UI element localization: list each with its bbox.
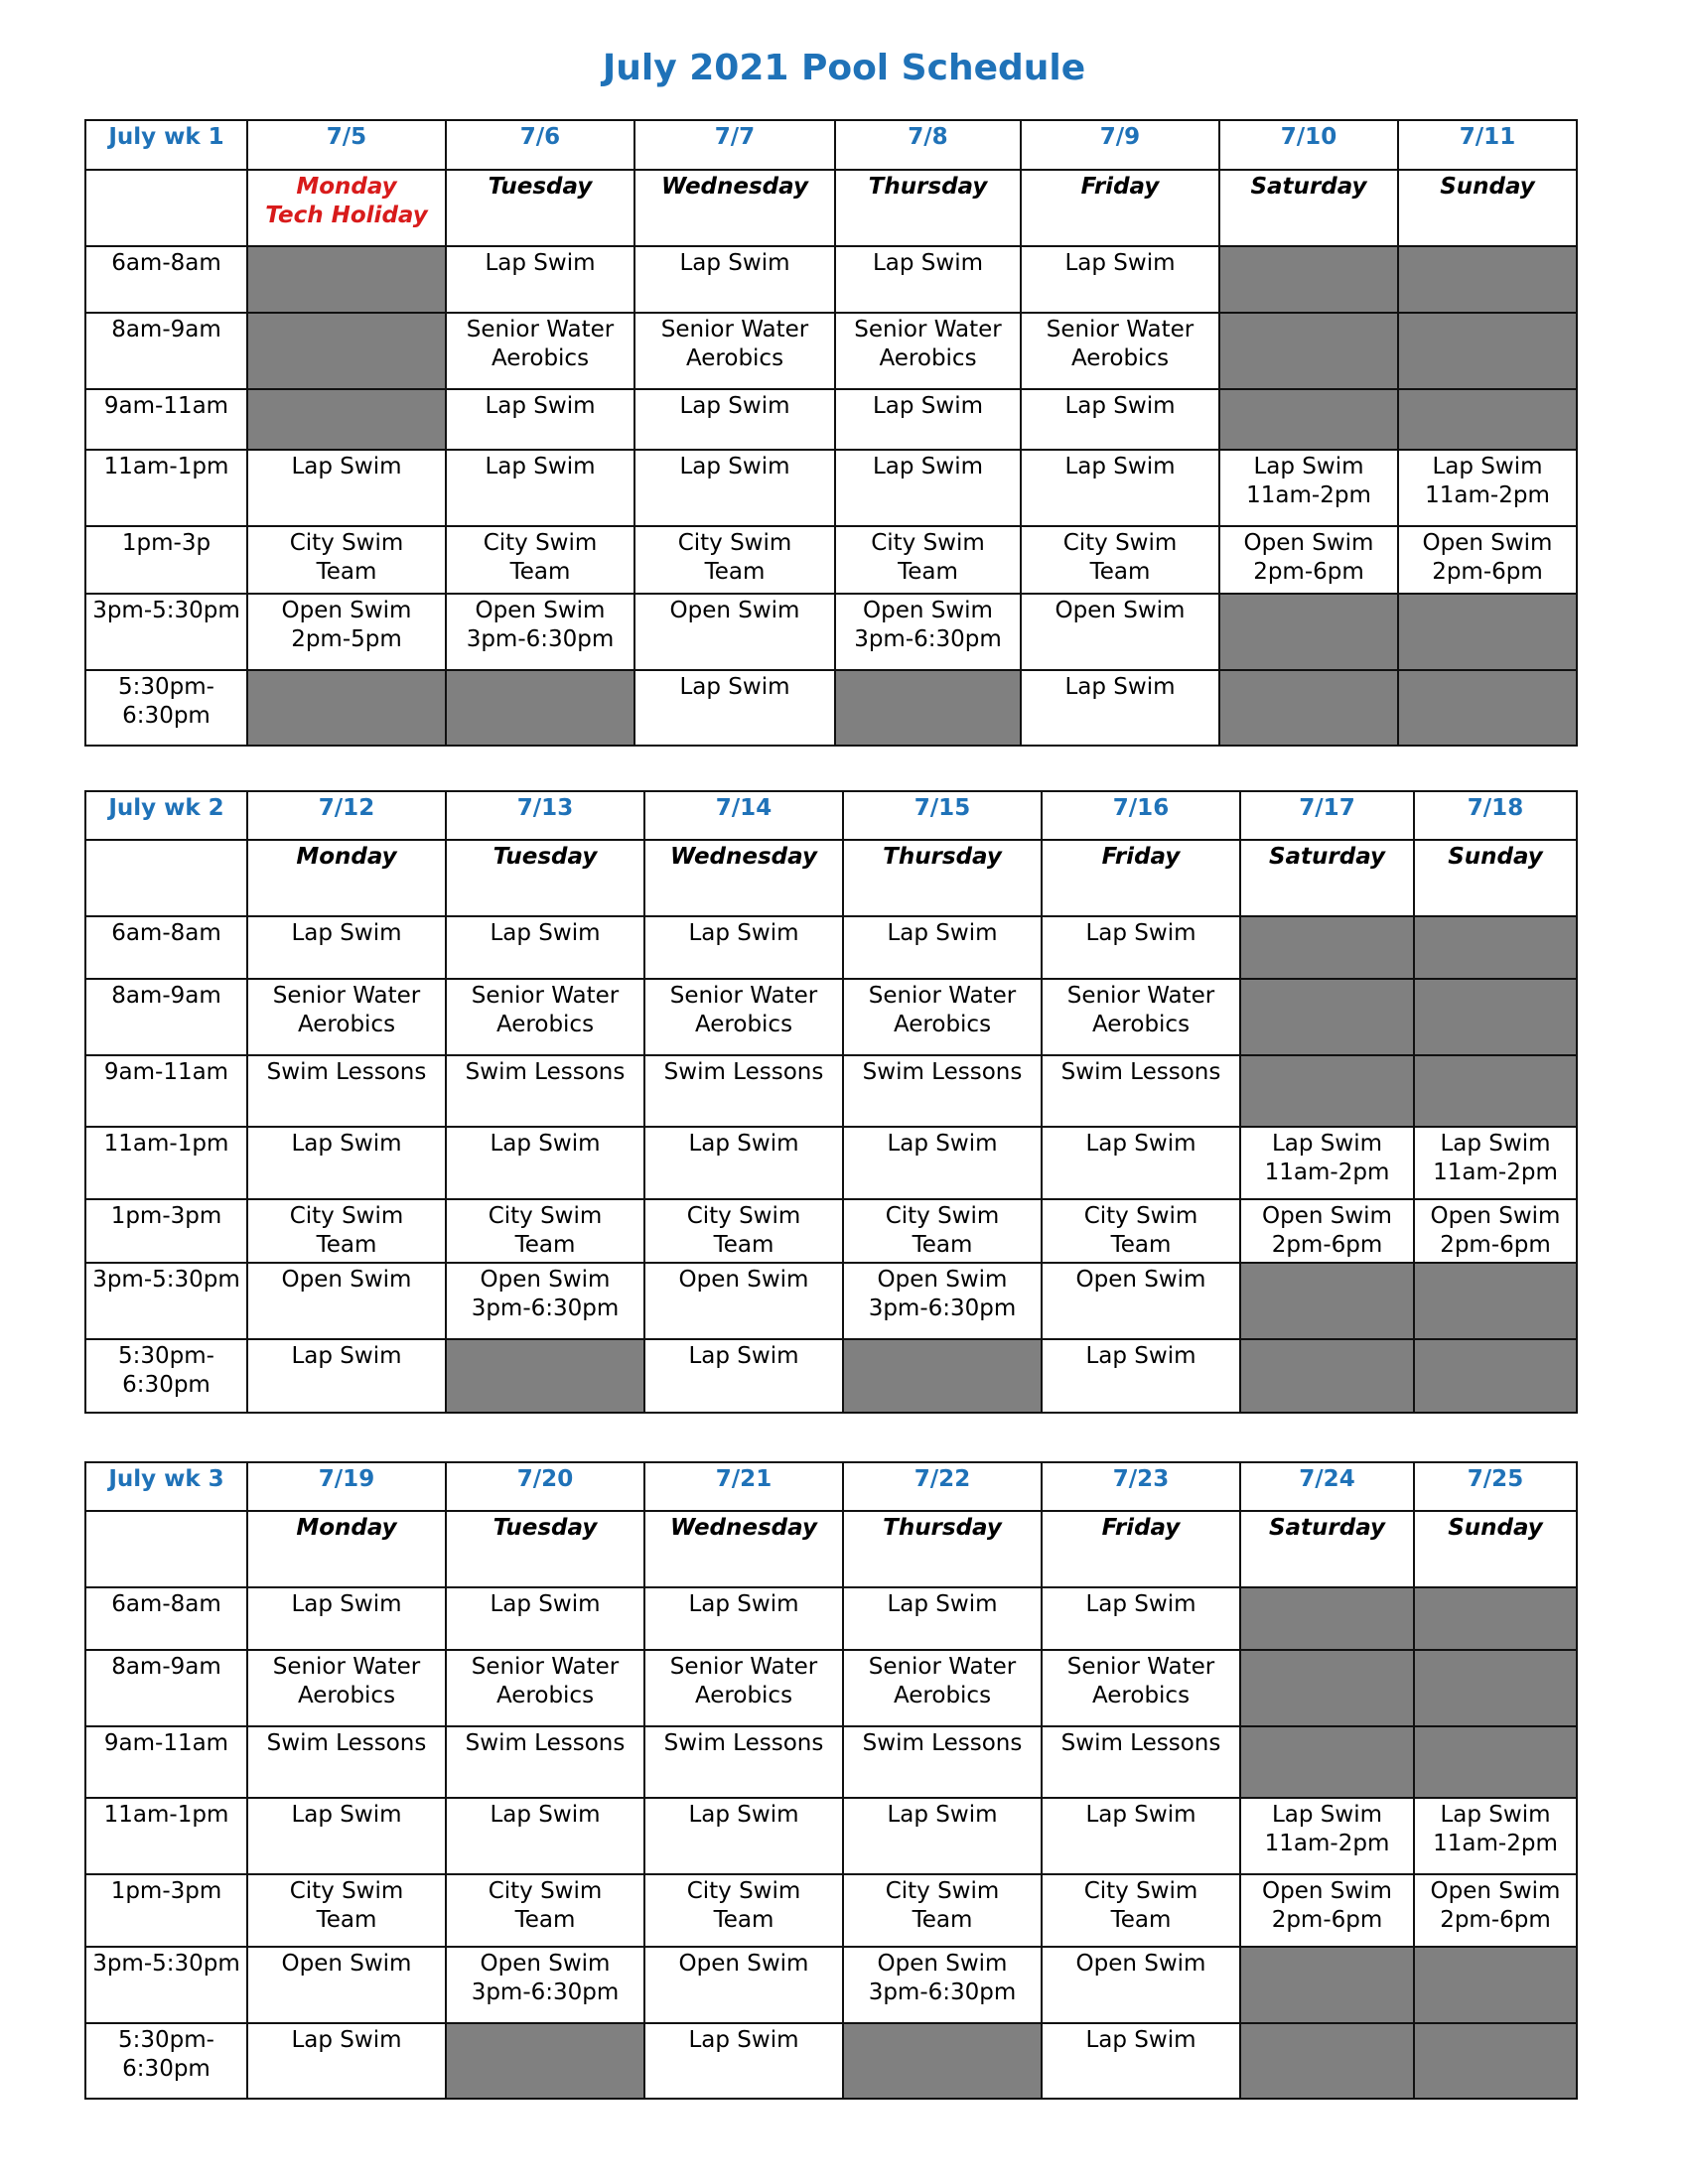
time-slot-label: 11am-1pm <box>85 1798 247 1874</box>
day-name: Tuesday <box>446 1511 644 1587</box>
date-header: 7/8 <box>835 120 1021 170</box>
time-slot-label: 5:30pm- 6:30pm <box>85 670 247 746</box>
holiday-note: Tech Holiday <box>265 203 428 228</box>
closed-cell <box>247 313 446 389</box>
activity-cell: Swim Lessons <box>843 1726 1042 1798</box>
activity-cell: Lap Swim <box>634 246 835 313</box>
time-slot-label: 6am-8am <box>85 916 247 979</box>
activity-cell: City Swim Team <box>644 1874 843 1947</box>
schedule-row <box>85 1127 1577 1199</box>
closed-cell <box>1240 979 1414 1055</box>
activity-cell: Lap Swim <box>1042 1798 1240 1874</box>
activity-cell: Senior Water Aerobics <box>446 979 644 1055</box>
activity-cell: City Swim Team <box>843 1874 1042 1947</box>
activity-cell: Swim Lessons <box>247 1055 446 1127</box>
time-slot-label: 11am-1pm <box>85 1127 247 1199</box>
closed-cell <box>1398 246 1577 313</box>
activity-cell: Lap Swim <box>1021 670 1219 746</box>
closed-cell <box>1414 1650 1577 1726</box>
activity-cell: Lap Swim 11am-2pm <box>1219 450 1398 526</box>
schedule-row <box>85 450 1577 526</box>
activity-cell: Lap Swim <box>634 450 835 526</box>
date-header: 7/6 <box>446 120 634 170</box>
date-header: 7/23 <box>1042 1462 1240 1511</box>
day-name: Tuesday <box>446 170 634 246</box>
closed-cell <box>1240 1587 1414 1650</box>
activity-cell: Lap Swim <box>634 389 835 450</box>
activity-cell: City Swim Team <box>843 1199 1042 1263</box>
activity-cell: Lap Swim <box>644 916 843 979</box>
date-header: 7/21 <box>644 1462 843 1511</box>
activity-cell: Lap Swim <box>1021 450 1219 526</box>
activity-cell: Senior Water Aerobics <box>634 313 835 389</box>
closed-cell <box>1414 979 1577 1055</box>
schedule-row <box>85 1263 1577 1339</box>
activity-cell: Lap Swim <box>446 1587 644 1650</box>
day-name: Monday <box>247 1511 446 1587</box>
blank-cell <box>85 1511 247 1587</box>
activity-cell: Open Swim 2pm-6pm <box>1240 1199 1414 1263</box>
closed-cell <box>1414 1339 1577 1413</box>
activity-cell: Lap Swim <box>843 1127 1042 1199</box>
day-name: Friday <box>1021 170 1219 246</box>
date-header: 7/9 <box>1021 120 1219 170</box>
activity-cell: Senior Water Aerobics <box>247 1650 446 1726</box>
activity-cell: Lap Swim <box>446 916 644 979</box>
activity-cell: City Swim Team <box>247 1199 446 1263</box>
week-1-table <box>84 119 1578 747</box>
activity-cell: Senior Water Aerobics <box>1021 313 1219 389</box>
activity-cell: Lap Swim 11am-2pm <box>1240 1798 1414 1874</box>
activity-cell: Open Swim <box>247 1263 446 1339</box>
activity-cell: Senior Water Aerobics <box>835 313 1021 389</box>
activity-cell: Open Swim <box>634 594 835 670</box>
day-name: Thursday <box>843 1511 1042 1587</box>
activity-cell: Lap Swim <box>446 389 634 450</box>
time-slot-label: 1pm-3pm <box>85 1199 247 1263</box>
activity-cell: Open Swim 2pm-5pm <box>247 594 446 670</box>
date-header: 7/15 <box>843 791 1042 840</box>
activity-cell: City Swim Team <box>1021 526 1219 594</box>
schedule-row <box>85 594 1577 670</box>
activity-cell: Swim Lessons <box>644 1726 843 1798</box>
activity-cell: Swim Lessons <box>1042 1726 1240 1798</box>
closed-cell <box>843 2023 1042 2099</box>
activity-cell: Lap Swim <box>644 1127 843 1199</box>
schedule-row <box>85 1726 1577 1798</box>
date-header: 7/5 <box>247 120 446 170</box>
closed-cell <box>1414 916 1577 979</box>
day-name: Thursday <box>843 840 1042 916</box>
activity-cell: Open Swim 2pm-6pm <box>1398 526 1577 594</box>
date-header: 7/12 <box>247 791 446 840</box>
activity-cell: Lap Swim <box>1042 2023 1240 2099</box>
time-slot-label: 3pm-5:30pm <box>85 1263 247 1339</box>
activity-cell: Open Swim 2pm-6pm <box>1240 1874 1414 1947</box>
activity-cell: Lap Swim <box>843 1587 1042 1650</box>
closed-cell <box>1398 594 1577 670</box>
date-header: 7/10 <box>1219 120 1398 170</box>
closed-cell <box>446 1339 644 1413</box>
activity-cell: Open Swim 3pm-6:30pm <box>843 1947 1042 2023</box>
activity-cell: Lap Swim <box>843 916 1042 979</box>
activity-cell: Lap Swim <box>644 1587 843 1650</box>
schedule-row <box>85 1650 1577 1726</box>
activity-cell: Lap Swim <box>247 1798 446 1874</box>
activity-cell: City Swim Team <box>446 526 634 594</box>
day-name: Tuesday <box>446 840 644 916</box>
time-slot-label: 3pm-5:30pm <box>85 594 247 670</box>
activity-cell: Open Swim <box>247 1947 446 2023</box>
time-slot-label: 1pm-3pm <box>85 1874 247 1947</box>
day-name: Wednesday <box>644 840 843 916</box>
schedule-row <box>85 670 1577 746</box>
closed-cell <box>1240 1339 1414 1413</box>
date-header: 7/20 <box>446 1462 644 1511</box>
activity-cell: Lap Swim <box>1021 389 1219 450</box>
day-name: Sunday <box>1414 1511 1577 1587</box>
activity-cell: Lap Swim <box>247 450 446 526</box>
schedule-row <box>85 1798 1577 1874</box>
closed-cell <box>1240 1947 1414 2023</box>
activity-cell: City Swim Team <box>446 1874 644 1947</box>
closed-cell <box>247 246 446 313</box>
activity-cell: Lap Swim <box>247 1127 446 1199</box>
holiday-day-cell <box>247 170 446 246</box>
time-slot-label: 1pm-3p <box>85 526 247 594</box>
activity-cell: Open Swim <box>644 1947 843 2023</box>
activity-cell: Lap Swim <box>247 1339 446 1413</box>
closed-cell <box>1414 1055 1577 1127</box>
activity-cell: Lap Swim 11am-2pm <box>1414 1798 1577 1874</box>
schedule-row <box>85 979 1577 1055</box>
activity-cell: City Swim Team <box>1042 1199 1240 1263</box>
blank-cell <box>85 170 247 246</box>
activity-cell: Open Swim <box>644 1263 843 1339</box>
date-header: 7/22 <box>843 1462 1042 1511</box>
week-2-table <box>84 790 1578 1414</box>
closed-cell <box>1414 2023 1577 2099</box>
day-name: Wednesday <box>634 170 835 246</box>
schedule-row <box>85 2023 1577 2099</box>
time-slot-label: 3pm-5:30pm <box>85 1947 247 2023</box>
activity-cell: Senior Water Aerobics <box>446 313 634 389</box>
closed-cell <box>446 670 634 746</box>
day-name: Monday <box>296 174 397 200</box>
activity-cell: Swim Lessons <box>1042 1055 1240 1127</box>
activity-cell: Lap Swim <box>835 450 1021 526</box>
activity-cell: Senior Water Aerobics <box>644 979 843 1055</box>
day-name: Thursday <box>835 170 1021 246</box>
closed-cell <box>835 670 1021 746</box>
time-slot-label: 6am-8am <box>85 1587 247 1650</box>
schedule-row <box>85 1055 1577 1127</box>
schedule-row <box>85 313 1577 389</box>
activity-cell: Open Swim <box>1042 1947 1240 2023</box>
activity-cell: Open Swim <box>1021 594 1219 670</box>
activity-cell: Lap Swim <box>1042 1587 1240 1650</box>
closed-cell <box>1240 1726 1414 1798</box>
week-label: July wk 3 <box>85 1462 247 1511</box>
activity-cell: Lap Swim 11am-2pm <box>1240 1127 1414 1199</box>
activity-cell: City Swim Team <box>835 526 1021 594</box>
closed-cell <box>1219 246 1398 313</box>
activity-cell: Lap Swim <box>446 246 634 313</box>
activity-cell: Lap Swim <box>843 1798 1042 1874</box>
closed-cell <box>1414 1263 1577 1339</box>
schedule-row <box>85 1587 1577 1650</box>
day-name: Sunday <box>1398 170 1577 246</box>
activity-cell: Swim Lessons <box>247 1726 446 1798</box>
date-header: 7/25 <box>1414 1462 1577 1511</box>
activity-cell: City Swim Team <box>634 526 835 594</box>
day-name: Saturday <box>1240 840 1414 916</box>
closed-cell <box>1414 1947 1577 2023</box>
page-title: July 2021 Pool Schedule <box>602 48 1086 88</box>
closed-cell <box>1219 313 1398 389</box>
activity-cell: Open Swim 3pm-6:30pm <box>446 1947 644 2023</box>
time-slot-label: 9am-11am <box>85 1055 247 1127</box>
time-slot-label: 9am-11am <box>85 389 247 450</box>
activity-cell: Open Swim 2pm-6pm <box>1219 526 1398 594</box>
schedule-row <box>85 1874 1577 1947</box>
activity-cell: Lap Swim <box>446 450 634 526</box>
activity-cell: Lap Swim <box>1042 1339 1240 1413</box>
day-name: Friday <box>1042 840 1240 916</box>
time-slot-label: 11am-1pm <box>85 450 247 526</box>
closed-cell <box>247 670 446 746</box>
activity-cell: Senior Water Aerobics <box>644 1650 843 1726</box>
activity-cell: City Swim Team <box>1042 1874 1240 1947</box>
closed-cell <box>1219 670 1398 746</box>
activity-cell: City Swim Team <box>644 1199 843 1263</box>
blank-cell <box>85 840 247 916</box>
closed-cell <box>247 389 446 450</box>
activity-cell: Lap Swim <box>446 1127 644 1199</box>
closed-cell <box>1414 1726 1577 1798</box>
activity-cell: Open Swim 3pm-6:30pm <box>446 1263 644 1339</box>
activity-cell: Open Swim 3pm-6:30pm <box>843 1263 1042 1339</box>
activity-cell: City Swim Team <box>247 526 446 594</box>
time-slot-label: 5:30pm- 6:30pm <box>85 1339 247 1413</box>
activity-cell: Lap Swim <box>446 1798 644 1874</box>
activity-cell: Open Swim 2pm-6pm <box>1414 1874 1577 1947</box>
day-name: Wednesday <box>644 1511 843 1587</box>
activity-cell: Lap Swim 11am-2pm <box>1414 1127 1577 1199</box>
schedule-row <box>85 1339 1577 1413</box>
day-name: Monday <box>247 840 446 916</box>
date-header: 7/7 <box>634 120 835 170</box>
day-name: Friday <box>1042 1511 1240 1587</box>
date-header: 7/19 <box>247 1462 446 1511</box>
date-header: 7/11 <box>1398 120 1577 170</box>
activity-cell: Lap Swim <box>835 389 1021 450</box>
activity-cell: Senior Water Aerobics <box>1042 1650 1240 1726</box>
activity-cell: Lap Swim 11am-2pm <box>1398 450 1577 526</box>
activity-cell: Open Swim <box>1042 1263 1240 1339</box>
closed-cell <box>1240 916 1414 979</box>
time-slot-label: 8am-9am <box>85 1650 247 1726</box>
closed-cell <box>1240 1650 1414 1726</box>
activity-cell: Lap Swim <box>634 670 835 746</box>
schedule-row <box>85 1199 1577 1263</box>
closed-cell <box>1240 2023 1414 2099</box>
week-label: July wk 1 <box>85 120 247 170</box>
activity-cell: Lap Swim <box>1042 916 1240 979</box>
activity-cell: Swim Lessons <box>843 1055 1042 1127</box>
time-slot-label: 5:30pm- 6:30pm <box>85 2023 247 2099</box>
activity-cell: Lap Swim <box>247 916 446 979</box>
activity-cell: Lap Swim <box>644 1339 843 1413</box>
day-name: Saturday <box>1219 170 1398 246</box>
schedule-row <box>85 526 1577 594</box>
closed-cell <box>1219 389 1398 450</box>
closed-cell <box>446 2023 644 2099</box>
activity-cell: Lap Swim <box>835 246 1021 313</box>
date-header: 7/17 <box>1240 791 1414 840</box>
schedule-row <box>85 246 1577 313</box>
schedule-row <box>85 1947 1577 2023</box>
closed-cell <box>1398 389 1577 450</box>
day-name: Saturday <box>1240 1511 1414 1587</box>
activity-cell: Lap Swim <box>247 1587 446 1650</box>
schedule-row <box>85 916 1577 979</box>
activity-cell: Swim Lessons <box>446 1055 644 1127</box>
activity-cell: Lap Swim <box>247 2023 446 2099</box>
date-header: 7/16 <box>1042 791 1240 840</box>
time-slot-label: 8am-9am <box>85 313 247 389</box>
activity-cell: Senior Water Aerobics <box>843 979 1042 1055</box>
activity-cell: Lap Swim <box>1042 1127 1240 1199</box>
activity-cell: Lap Swim <box>644 2023 843 2099</box>
activity-cell: Swim Lessons <box>446 1726 644 1798</box>
activity-cell: City Swim Team <box>446 1199 644 1263</box>
week-label: July wk 2 <box>85 791 247 840</box>
closed-cell <box>1414 1587 1577 1650</box>
date-header: 7/24 <box>1240 1462 1414 1511</box>
day-name: Sunday <box>1414 840 1577 916</box>
time-slot-label: 9am-11am <box>85 1726 247 1798</box>
activity-cell: Senior Water Aerobics <box>843 1650 1042 1726</box>
closed-cell <box>843 1339 1042 1413</box>
closed-cell <box>1240 1055 1414 1127</box>
closed-cell <box>1240 1263 1414 1339</box>
date-header: 7/13 <box>446 791 644 840</box>
week-3-table <box>84 1461 1578 2100</box>
activity-cell: Open Swim 3pm-6:30pm <box>835 594 1021 670</box>
activity-cell: Swim Lessons <box>644 1055 843 1127</box>
activity-cell: Lap Swim <box>1021 246 1219 313</box>
activity-cell: City Swim Team <box>247 1874 446 1947</box>
schedule-row <box>85 389 1577 450</box>
closed-cell <box>1219 594 1398 670</box>
time-slot-label: 8am-9am <box>85 979 247 1055</box>
closed-cell <box>1398 670 1577 746</box>
activity-cell: Senior Water Aerobics <box>247 979 446 1055</box>
activity-cell: Senior Water Aerobics <box>446 1650 644 1726</box>
activity-cell: Senior Water Aerobics <box>1042 979 1240 1055</box>
closed-cell <box>1398 313 1577 389</box>
activity-cell: Open Swim 3pm-6:30pm <box>446 594 634 670</box>
time-slot-label: 6am-8am <box>85 246 247 313</box>
activity-cell: Lap Swim <box>644 1798 843 1874</box>
date-header: 7/14 <box>644 791 843 840</box>
activity-cell: Open Swim 2pm-6pm <box>1414 1199 1577 1263</box>
date-header: 7/18 <box>1414 791 1577 840</box>
